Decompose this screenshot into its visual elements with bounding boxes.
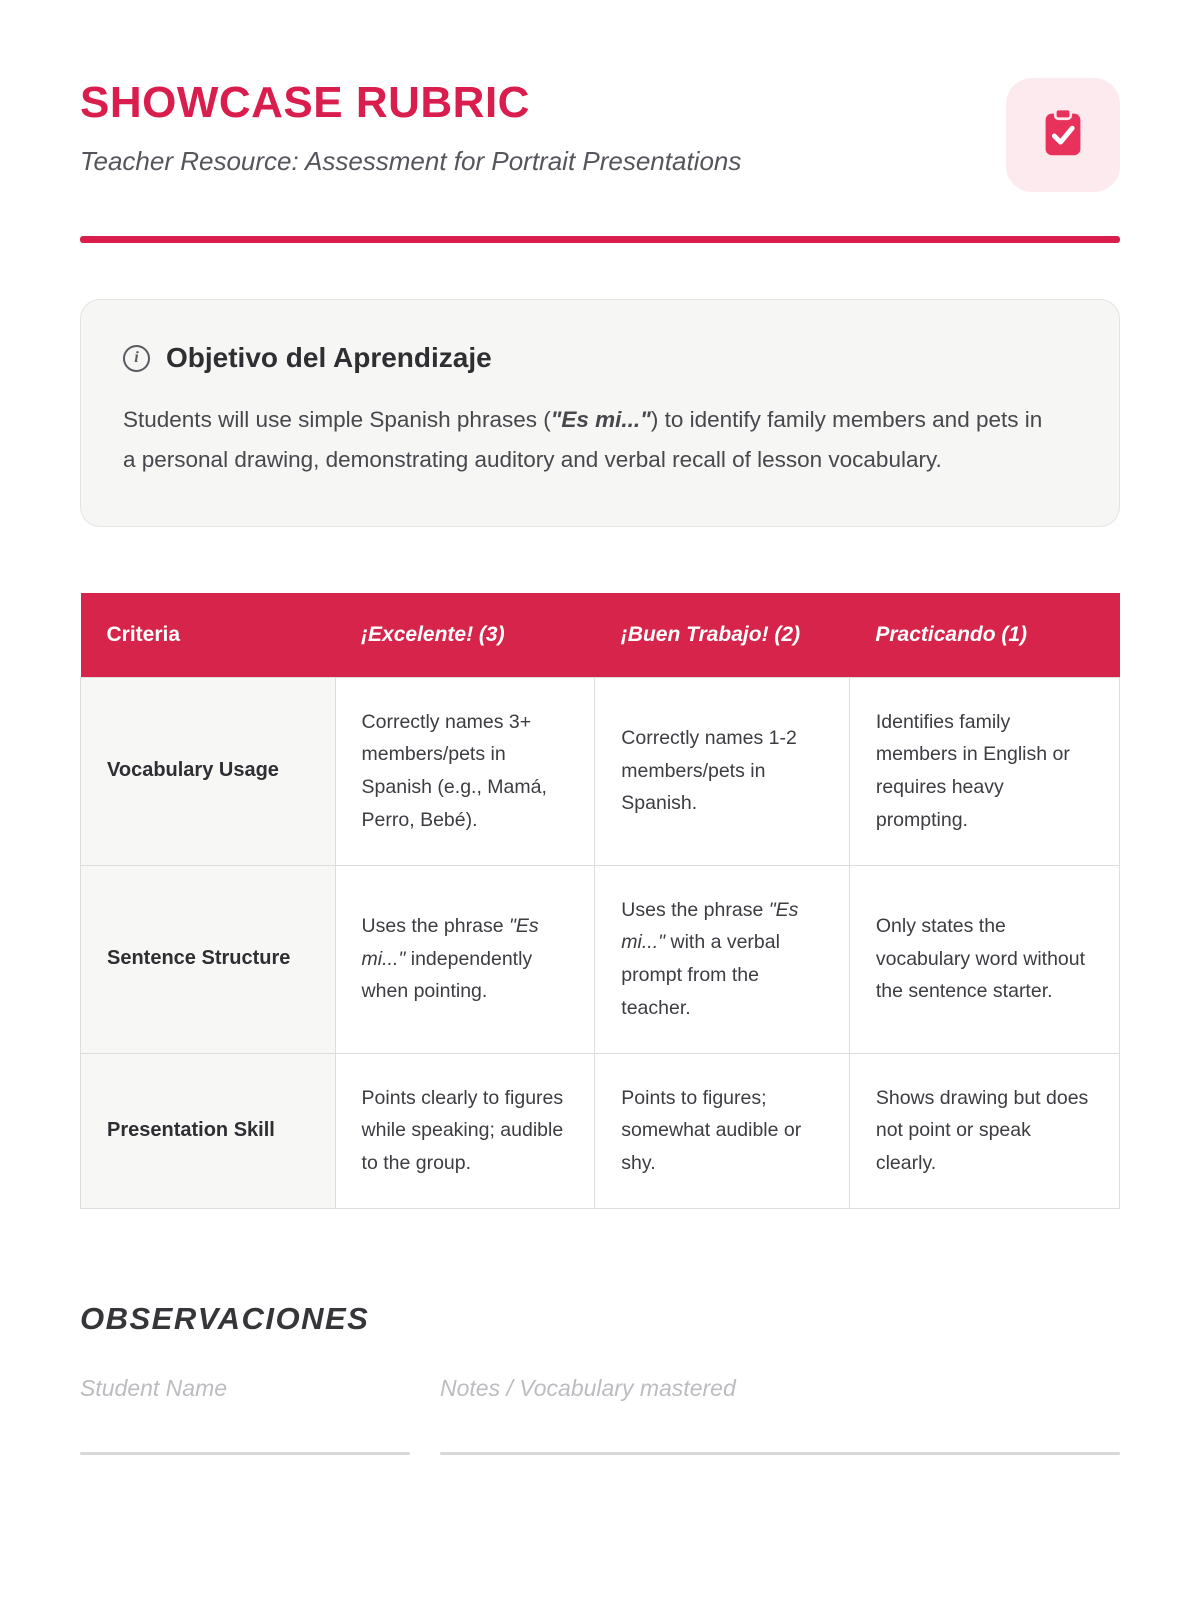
header-text-block: [80, 78, 741, 177]
table-row: [81, 1053, 1120, 1208]
header-icon-tile: [1006, 78, 1120, 192]
rubric-table: [80, 593, 1120, 1209]
cell-good: Points to figures; somewhat audible or shy.: [595, 1053, 850, 1208]
cell-excellent: Correctly names 3+ members/pets in Spanish (e.g., Mamá, Perro, Bebé).: [335, 677, 595, 865]
cell-good: Correctly names 1-2 members/pets in Spanish.: [595, 677, 850, 865]
observations-labels-row: [80, 1375, 1120, 1402]
objective-box: [80, 299, 1120, 527]
page-subtitle: Teacher Resource: Assessment for Portrait Presentations: [80, 146, 742, 176]
page-header: [80, 78, 1120, 192]
notes-write-line: [440, 1452, 1120, 1455]
observations-heading: OBSERVACIONES: [80, 1300, 370, 1336]
header-row: [81, 593, 1120, 677]
cell-good: Uses the phrase "Es mi..." with a verbal prompt from the teacher.: [595, 865, 850, 1053]
cell-practicing: Shows drawing but does not point or speak clearly.: [849, 1053, 1119, 1208]
rubric-table-body: [81, 677, 1120, 1208]
cell-excellent: Uses the phrase "Es mi..." independently when pointing.: [335, 865, 595, 1053]
column-header-criteria: Criteria: [81, 593, 336, 677]
objective-heading: Objetivo del Aprendizaje: [166, 342, 492, 373]
clipboard-check-icon: [1034, 104, 1092, 167]
column-header-good: ¡Buen Trabajo! (2): [595, 593, 850, 677]
cell-criteria: Vocabulary Usage: [81, 677, 336, 865]
student-name-label: Student Name: [80, 1374, 228, 1401]
cell-practicing: Only states the vocabulary word without the sentence starter.: [849, 865, 1119, 1053]
accent-divider: [80, 236, 1120, 243]
table-row: [81, 865, 1120, 1053]
page-title: SHOWCASE RUBRIC: [80, 78, 530, 127]
table-row: [81, 677, 1120, 865]
cell-practicing: Identifies family members in English or requires heavy prompting.: [849, 677, 1119, 865]
cell-criteria: Sentence Structure: [81, 865, 336, 1053]
column-header-excellent: ¡Excelente! (3): [335, 593, 595, 677]
notes-label: Notes / Vocabulary mastered: [440, 1374, 736, 1401]
objective-heading-row: [123, 342, 1077, 374]
cell-criteria: Presentation Skill: [81, 1053, 336, 1208]
observations-write-lines: [80, 1452, 1120, 1455]
info-icon: i: [123, 345, 150, 372]
objective-body: Students will use simple Spanish phrases ("Es mi...") to identify family members and pets in a personal drawing, demonstrating auditory and verbal recall of lesson vocabulary.: [123, 407, 1043, 473]
column-header-practicing: Practicando (1): [849, 593, 1119, 677]
cell-excellent: Points clearly to figures while speaking; audible to the group.: [335, 1053, 595, 1208]
rubric-table-head: [81, 593, 1120, 677]
student-name-write-line: [80, 1452, 410, 1455]
